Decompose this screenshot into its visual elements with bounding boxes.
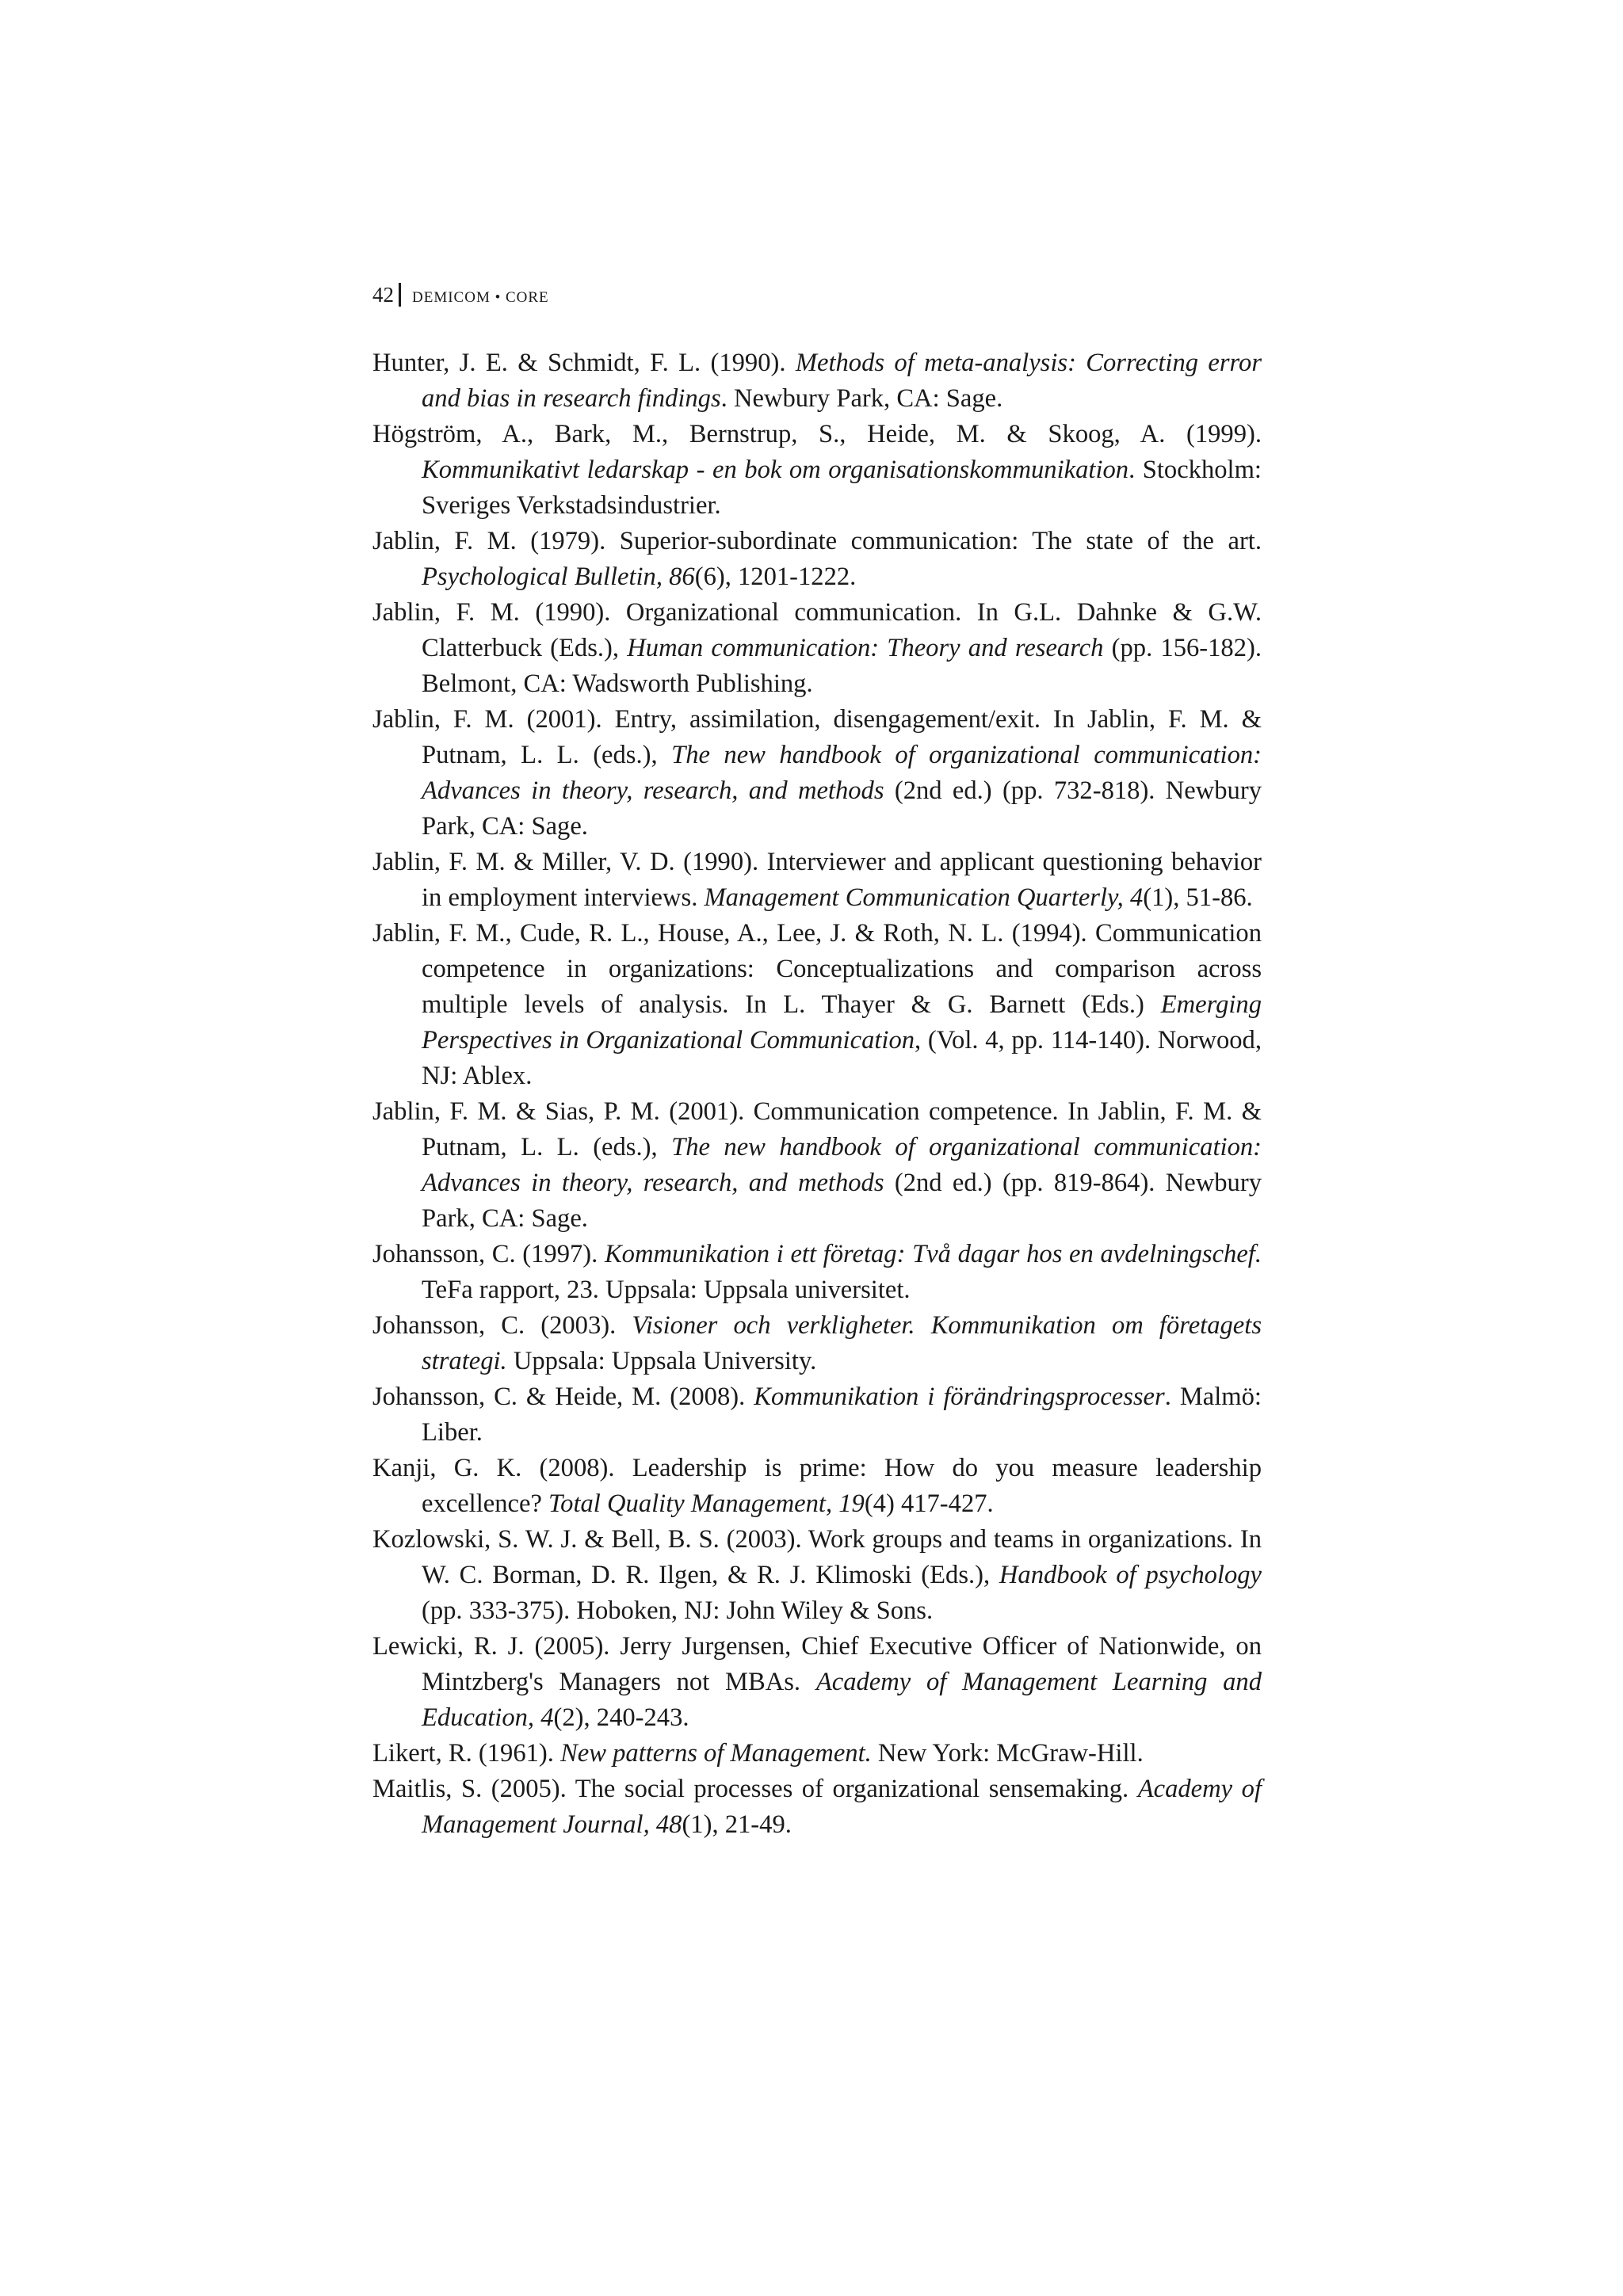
reference-entry: Hunter, J. E. & Schmidt, F. L. (1990). Methods of meta-analysis: Correcting error and bias in research findings. Newbury Park, CA: Sage.: [372, 349, 1262, 413]
reference-entry: Kanji, G. K. (2008). Leadership is prime: How do you measure leadership excellence? Total Quality Management, 19(4) 417-427.: [372, 1454, 1262, 1518]
reference-entry: Jablin, F. M. & Sias, P. M. (2001). Communication competence. In Jablin, F. M. & Putnam, L. L. (eds.), The new handbook of organizational communication: Advances in theory, research, and methods (2nd ed.) (pp. 819-864). Newbury Park, CA: Sage.: [372, 1097, 1262, 1233]
reference-entry: Högström, A., Bark, M., Bernstrup, S., Heide, M. & Skoog, A. (1999). Kommunikativt ledarskap - en bok om organisationskommunikation. Stockholm: Sveriges Verkstadsindustrier.: [372, 420, 1262, 520]
header-divider: [399, 283, 401, 307]
reference-entry: Likert, R. (1961). New patterns of Management. New York: McGraw-Hill.: [372, 1739, 1144, 1768]
reference-entry: Jablin, F. M. (1979). Superior-subordinate communication: The state of the art. Psychological Bulletin, 86(6), 1201-1222.: [372, 527, 1262, 591]
reference-entry: Johansson, C. & Heide, M. (2008). Kommunikation i förändringsprocesser. Malmö: Liber.: [372, 1383, 1262, 1447]
reference-entry: Kozlowski, S. W. J. & Bell, B. S. (2003). Work groups and teams in organizations. In W. C. Borman, D. R. Ilgen, & R. J. Klimoski (Eds.), Handbook of psychology (pp. 333-375). Hoboken, NJ: John Wiley & Sons.: [372, 1525, 1262, 1625]
page-number: 42: [372, 283, 394, 307]
reference-entry: Johansson, C. (2003). Visioner och verkligheter. Kommunikation om företagets strategi. Uppsala: Uppsala University.: [372, 1311, 1262, 1375]
reference-entry: Maitlis, S. (2005). The social processes of organizational sensemaking. Academy of Management Journal, 48(1), 21-49.: [372, 1775, 1262, 1839]
reference-entry: Jablin, F. M. & Miller, V. D. (1990). Interviewer and applicant questioning behavior in employment interviews. Management Communication Quarterly, 4(1), 51-86.: [372, 848, 1262, 912]
reference-entry: Johansson, C. (1997). Kommunikation i ett företag: Två dagar hos en avdelningschef. TeFa rapport, 23. Uppsala: Uppsala universitet.: [372, 1240, 1262, 1304]
running-header-title: DEMICOM • CORE: [412, 289, 549, 306]
reference-entry: Jablin, F. M., Cude, R. L., House, A., Lee, J. & Roth, N. L. (1994). Communication competence in organizations: Conceptualizations and comparison across multiple levels of analysis. In L. Thayer & G. Barnett (Eds.) Emerging Perspectives in Organizational Communication, (Vol. 4, pp. 114-140). Norwood, NJ: Ablex.: [372, 919, 1262, 1090]
reference-entry: Jablin, F. M. (1990). Organizational communication. In G.L. Dahnke & G.W. Clatterbuck (Eds.), Human communication: Theory and research (pp. 156-182). Belmont, CA: Wadsworth Publishing.: [372, 598, 1262, 698]
reference-entry: Jablin, F. M. (2001). Entry, assimilation, disengagement/exit. In Jablin, F. M. & Putnam, L. L. (eds.), The new handbook of organizational communication: Advances in theory, research, and methods (2nd ed.) (pp. 732-818). Newbury Park, CA: Sage.: [372, 705, 1262, 841]
running-header: [372, 279, 549, 314]
reference-list: [372, 345, 1262, 1843]
reference-entry: Lewicki, R. J. (2005). Jerry Jurgensen, Chief Executive Officer of Nationwide, on Mintzberg's Managers not MBAs. Academy of Management Learning and Education, 4(2), 240-243.: [372, 1632, 1262, 1732]
